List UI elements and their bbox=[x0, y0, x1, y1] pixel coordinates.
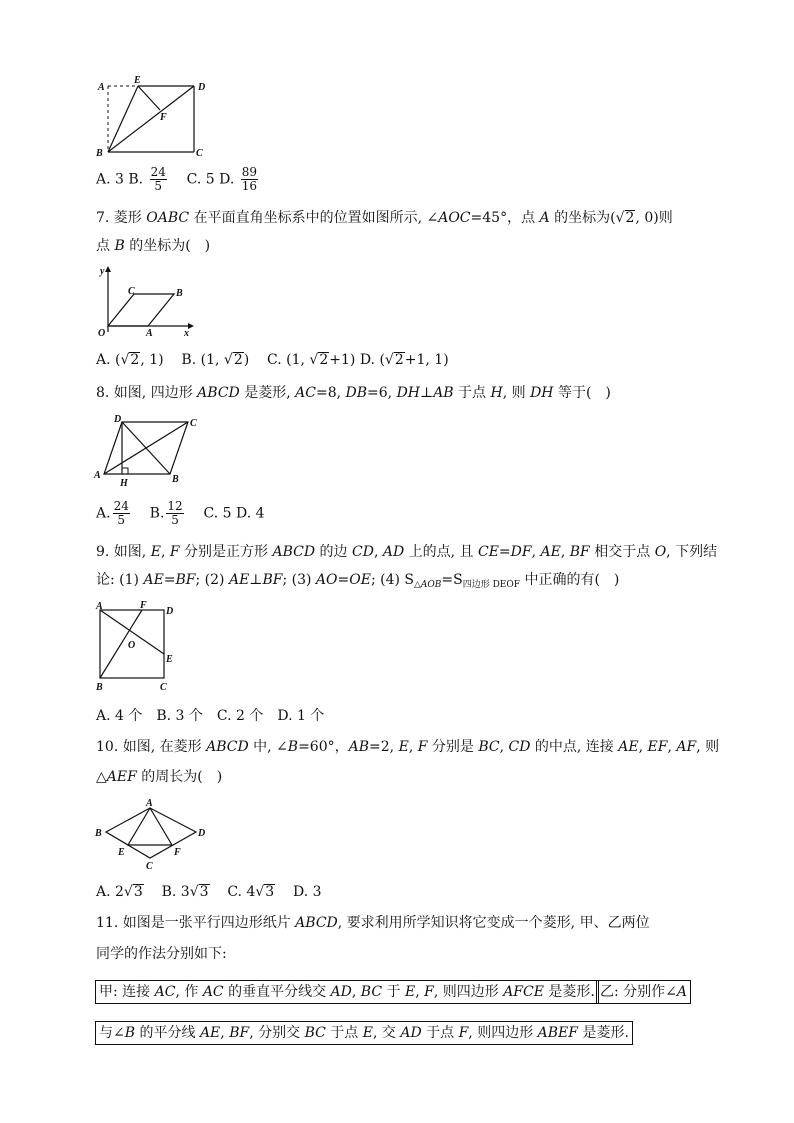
fig8-label-b: B bbox=[172, 474, 179, 485]
fig6-label-e: E bbox=[134, 75, 141, 86]
fig10-label-c: C bbox=[146, 861, 153, 872]
question-7-options: A. (√2, 1) B. (1, √2) C. (1, √2+1) D. (√2+1, 1) bbox=[96, 352, 449, 368]
fig10-label-d: D bbox=[198, 828, 206, 839]
question-8-stem: 8. 如图, 四边形 ABCD 是菱形, AC=8, DB=6, DH⊥AB 于点 H, 则 DH 等于( ) bbox=[96, 385, 611, 401]
q6-option-d-fraction: $\frac{89}{16}$ bbox=[241, 165, 258, 193]
fig7-label-o: O bbox=[98, 328, 106, 338]
question-9-options: A. 4 个 B. 3 个 C. 2 个 D. 1 个 bbox=[96, 708, 325, 724]
fig9-label-c: C bbox=[160, 682, 167, 693]
question-11-line-1: 11. 如图是一张平行四边形纸片 ABCD, 要求利用所学知识将它变成一个菱形, 甲、乙两位 bbox=[96, 915, 650, 931]
question-10-line-1: 10. 如图, 在菱形 ABCD 中, ∠B=60°，AB=2, E, F 分别是 BC, CD 的中点, 连接 AE, EF, AF, 则 bbox=[96, 739, 720, 755]
fig9-label-a: A bbox=[96, 601, 103, 612]
fig6-label-f: F bbox=[160, 112, 167, 123]
method-yi-box-start: 乙: 分别作∠A bbox=[596, 980, 691, 1004]
fig9-label-b: B bbox=[96, 682, 103, 693]
fig6-label-a: A bbox=[98, 82, 105, 93]
fig9-label-d: D bbox=[166, 606, 174, 617]
fig7-label-y: y bbox=[100, 266, 105, 277]
fig7-label-a: A bbox=[146, 328, 153, 338]
fig10-label-a: A bbox=[146, 798, 153, 809]
fig8-label-c: C bbox=[190, 418, 197, 429]
fig6-label-d: D bbox=[198, 82, 206, 93]
method-yi-box-continued: 与∠B 的平分线 AE, BF, 分别交 BC 于点 E, 交 AD 于点 F, 则四边形 ABEF 是菱形. bbox=[95, 1021, 633, 1045]
question-8-options: A. $\frac{24}{5}$ B. $\frac{12}{5}$ C. 5 D. 4 bbox=[96, 499, 265, 527]
question-9-line-1: 9. 如图, E, F 分别是正方形 ABCD 的边 CD, AD 上的点, 且 CE=DF, AE, BF 相交于点 O, 下列结 bbox=[96, 544, 718, 560]
fig8-label-a: A bbox=[94, 470, 101, 481]
fig6-label-c: C bbox=[196, 148, 203, 159]
figure-q9-square bbox=[92, 600, 182, 694]
method-jia-box: 甲: 连接 AC, 作 AC 的垂直平分线交 AD, BC 于 E, F, 则四边形 AFCE 是菱形. bbox=[95, 980, 599, 1004]
question-7-line-2: 点 B 的坐标为( ) bbox=[96, 238, 211, 254]
question-9-line-2: 论: (1) AE=BF; (2) AE⊥BF; (3) AO=OE; (4) $S_{\triangle AOB}=S_{四边形 DEOF}$ 中正确的有( ) bbox=[96, 572, 620, 590]
figure-q8-rhombus bbox=[92, 410, 202, 490]
figure-q6-rectangle bbox=[90, 74, 210, 160]
q6-options: A. 3 B. $\frac{24}{5}$ C. 5 D. $\frac{89}{16}$ bbox=[96, 165, 258, 193]
figure-q10-rhombus bbox=[92, 796, 216, 872]
fig8-label-h: H bbox=[120, 478, 128, 489]
q6-option-b-fraction: $\frac{24}{5}$ bbox=[150, 165, 166, 193]
fig7-label-c: C bbox=[128, 286, 135, 297]
fig9-label-f: F bbox=[140, 600, 147, 611]
question-10-line-2: △AEF 的周长为( ) bbox=[96, 769, 223, 785]
question-7-line-1: 7. 菱形 OABC 在平面直角坐标系中的位置如图所示, ∠AOC=45°，点 A 的坐标为(√2, 0)则 bbox=[96, 210, 673, 226]
fig8-label-d: D bbox=[114, 414, 122, 425]
fig10-label-f: F bbox=[174, 847, 181, 858]
fig7-label-b: B bbox=[176, 288, 183, 299]
fig7-label-x: x bbox=[184, 328, 189, 338]
fig6-label-b: B bbox=[96, 148, 103, 159]
fig10-label-e: E bbox=[118, 847, 125, 858]
fig9-label-e: E bbox=[166, 654, 173, 665]
figure-q7-rhombus-on-axes bbox=[92, 264, 202, 338]
question-10-options: A. 2√3 B. 3√3 C. 4√3 D. 3 bbox=[96, 884, 322, 900]
question-11-line-2: 同学的作法分别如下: bbox=[96, 946, 227, 962]
fig10-label-b: B bbox=[95, 828, 102, 839]
fig9-label-o: O bbox=[128, 640, 136, 651]
